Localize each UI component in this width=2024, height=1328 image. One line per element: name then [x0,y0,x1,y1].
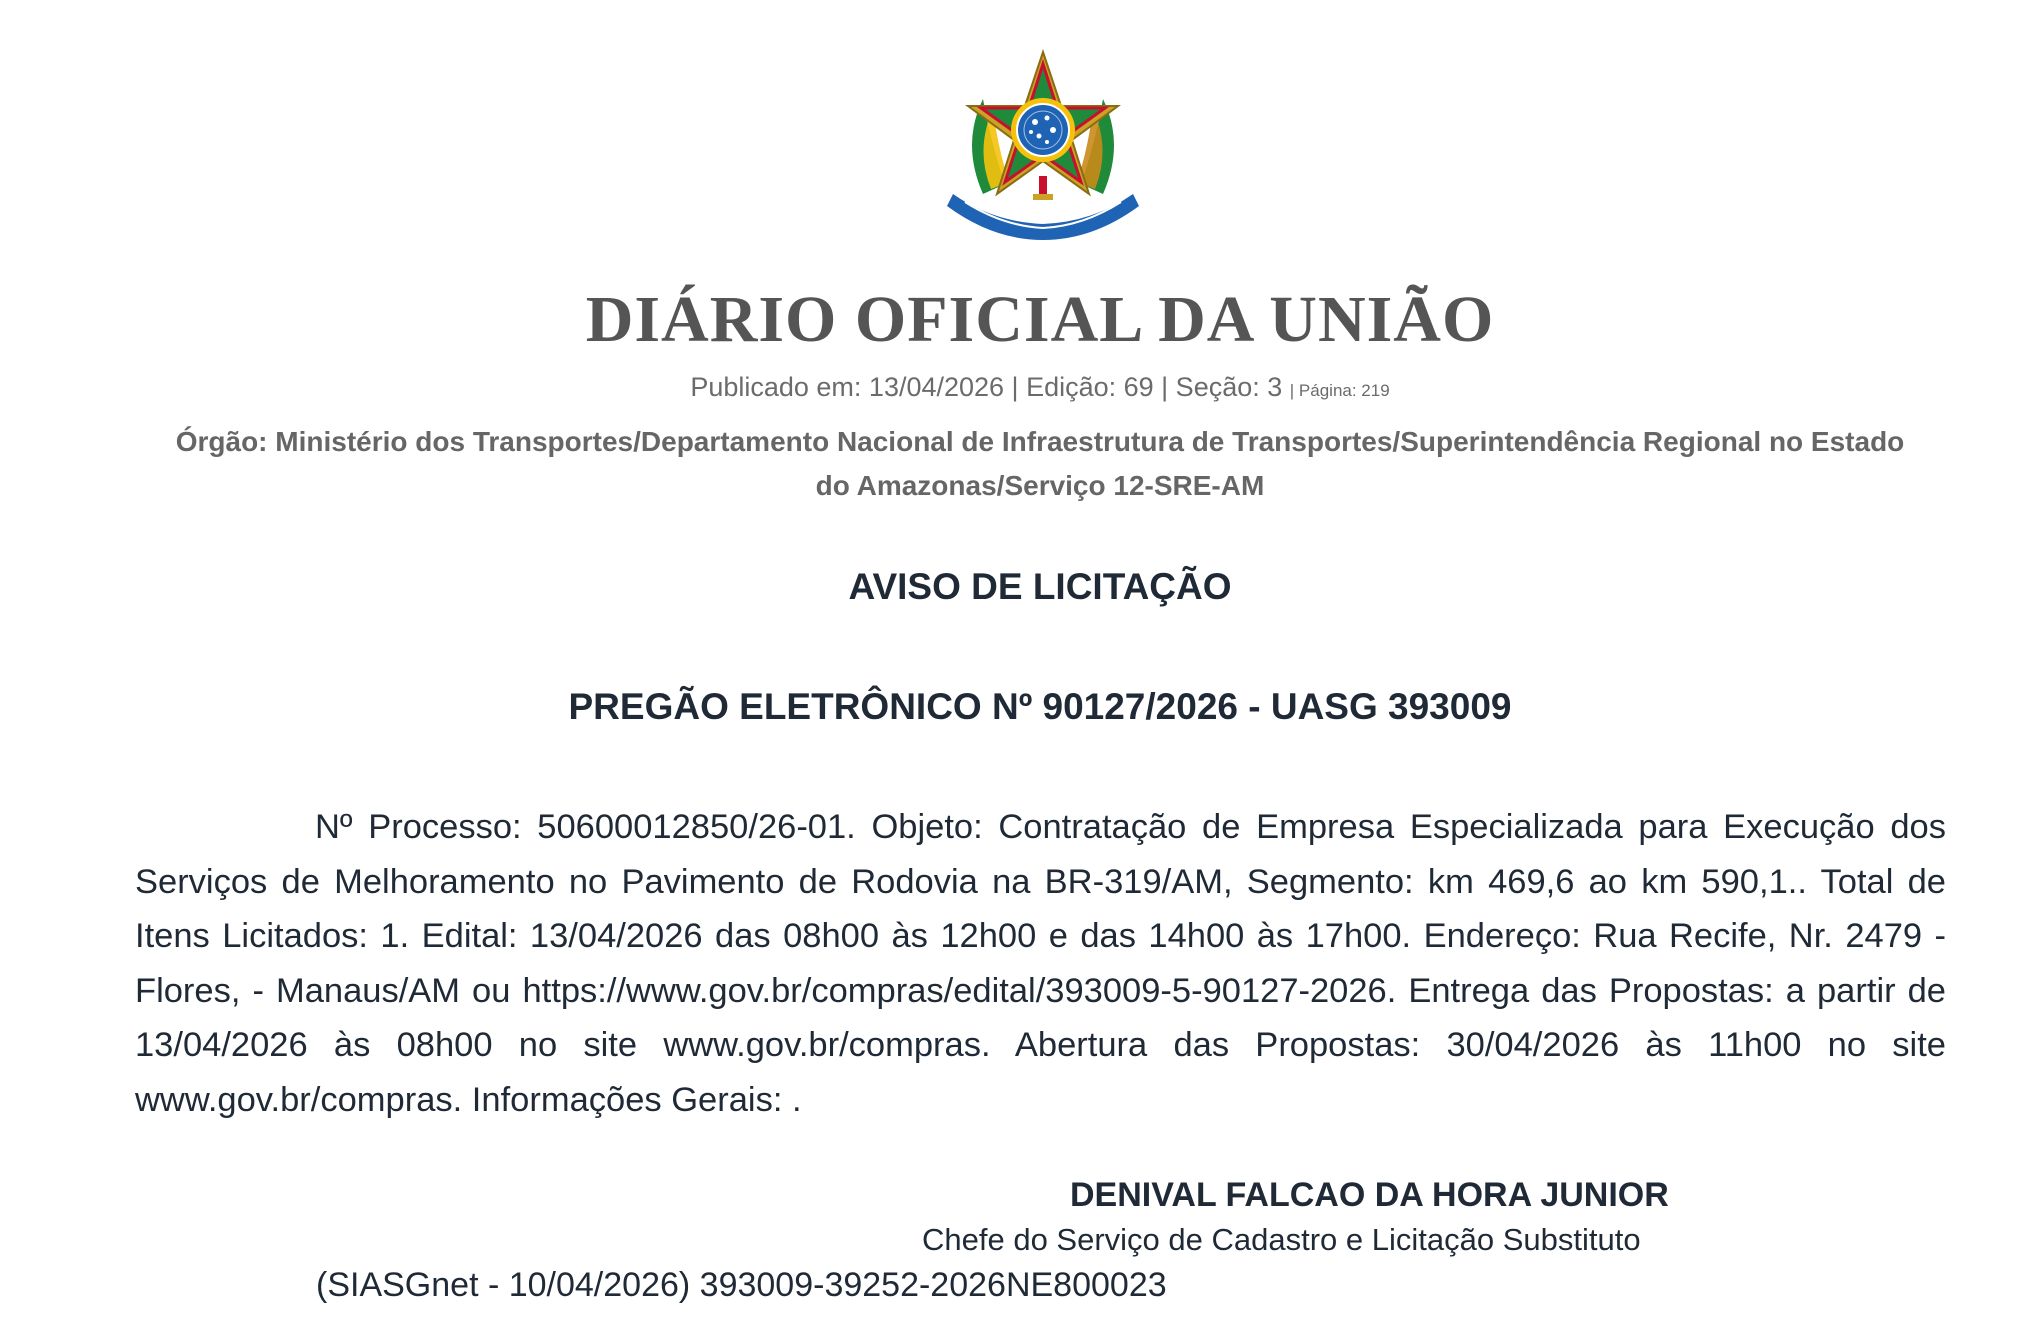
notice-body: Nº Processo: 50600012850/26-01. Objeto: Contratação de Empresa Especializada para Execução dos Serviços de Melhoramento no Pavimento de Rodovia na BR-319/AM, Segmento: km 469,6 ao km 590,1.. Total de Itens Licitados: 1. Edital: 13/04/2026 das 08h00 às 12h00 e das 14h00 às 17h00. Endereço: Rua Recife, Nr. 2479 - Flores, - Manaus/AM ou https://www.gov.br/compras/edital/393009-5-90127-2026. Entrega das Propostas: a partir de 13/04/2026 às 08h00 no site www.gov.br/compras. Abertura das Propostas: 30/04/2026 às 11h00 no site www.gov.br/compras. Informações Gerais: . [135,808,1946,1119]
publication-line: Publicado em: 13/04/2026 | Edição: 69 | Seção: 3 [690,372,1283,402]
page-number: | Página: 219 [1289,381,1390,400]
brazil-coat-of-arms-icon [943,44,1143,244]
organ-line: Órgão: Ministério dos Transportes/Departamento Nacional de Infraestrutura de Transportes/Superintendência Regional no Estado do Amazonas/Serviço 12-SRE-AM [175,426,1905,501]
newspaper-title: DIÁRIO OFICIAL DA UNIÃO [585,283,1495,356]
notice-title: AVISO DE LICITAÇÃO [848,566,1232,607]
notice-subtitle: PREGÃO ELETRÔNICO Nº 90127/2026 - UASG 393009 [568,686,1512,727]
signatory-role: Chefe do Serviço de Cadastro e Licitação Substituto [922,1222,1641,1257]
publication-info [0,372,2024,403]
signatory-name: DENIVAL FALCAO DA HORA JUNIOR [1070,1176,1669,1214]
siasg-reference: (SIASGnet - 10/04/2026) 393009-39252-2026NE800023 [316,1266,1167,1304]
